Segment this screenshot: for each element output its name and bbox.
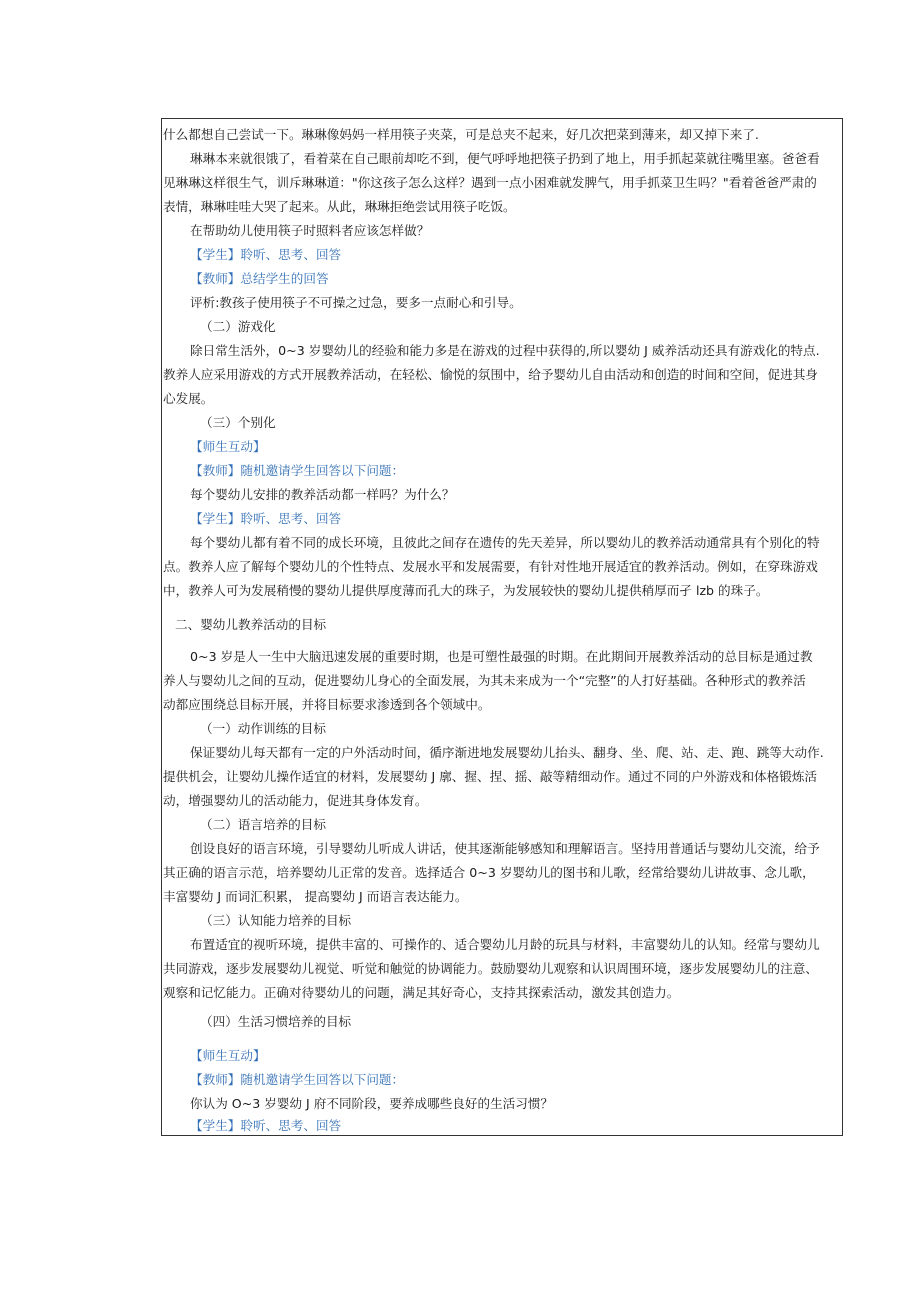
motor-para-line-1: 保证婴幼儿每天都有一定的户外活动时间，循序渐进地发展婴幼儿抬头、翻身、坐、爬、站、走、跑、跳等大动作.: [190, 745, 824, 760]
game-para-line-1: 除日常生活外，0~3 岁婴幼儿的经验和能力多是在游戏的过程中获得的,所以婴幼 J 威养活动还具有游戏化的特点.: [190, 343, 820, 358]
story-line-1: 什么都想自己尝试一下。琳琳像妈妈一样用筷子夹菜，可是总夹不起来，好几次把菜到薄来，却又掉下来了.: [163, 127, 759, 142]
story-line-2: 琳琳本来就很饿了，看着菜在自己眼前却吃不到，便气呼呼地把筷子扔到了地上，用手抓起菜就往嘴里塞。爸爸看: [190, 151, 820, 166]
student-tag-line: 【学生】聆听、思考、回答: [190, 247, 342, 262]
game-para-line-3: 心发展。: [163, 391, 214, 406]
question-line-3: 你认为 O~3 岁婴幼 J 府不同阶段，要养成哪些良好的生活习惯？: [190, 1096, 554, 1111]
question-line-2: 每个婴幼儿安排的教养活动都一样吗？为什么？: [190, 487, 455, 502]
story-line-4: 表情，琳琳哇哇大哭了起来。从此，琳琳拒绝尝试用筷子吃饭。: [163, 199, 516, 214]
cognitive-para-line-3: 观察和记忆能力。正确对待婴幼儿的问题，满足其好奇心，支持其探索活动，激发其创造力。: [163, 985, 680, 1000]
game-para-line-2: 教养人应采用游戏的方式开展教养活动，在轻松、愉悦的氛围中，给予婴幼儿自由活动和创造的时间和空间，促进其身: [163, 367, 818, 382]
interaction-tag-2: 【师生互动】: [190, 1048, 266, 1063]
section-heading-goals: 二、婴幼儿教养活动的目标: [175, 617, 327, 632]
subheading-motor: （一）动作训练的目标: [200, 721, 326, 736]
student-tag-line-2: 【学生】聆听、思考、回答: [190, 511, 342, 526]
subheading-language: （二）语言培养的目标: [200, 817, 326, 832]
teacher-invite-line-1: 【教师】随机邀请学生回答以下问题：: [190, 463, 405, 478]
language-para-line-3: 丰富婴幼 J 而词汇积累， 提高婴幼 J 而语言表达能力。: [163, 889, 468, 904]
student-tag-line-3: 【学生】聆听、思考、回答: [190, 1118, 342, 1133]
comment-line: 评析:教孩子使用筷子不可操之过急，要多一点耐心和引导。: [190, 295, 522, 310]
individual-para-line-2: 点。教养人应了解每个婴幼儿的个性特点、发展水平和发展需要，有针对性地开展适宜的教养活动。例如，在穿珠游戏: [163, 559, 818, 574]
story-line-3: 见琳琳这样很生气，训斥琳琳道："你这孩子怎么这样？遇到一点小困难就发脾气，用手抓菜卫生吗？"看着爸爸严肃的: [163, 175, 817, 190]
goals-para-line-3: 动都应围绕总目标开展，并将目标要求渗透到各个领域中。: [163, 697, 491, 712]
individual-para-line-1: 每个婴幼儿都有着不同的成长环境，且彼此之间存在遗传的先天差异，所以婴幼儿的教养活动通常具有个别化的特: [190, 535, 820, 550]
subheading-game: （二）游戏化: [200, 319, 276, 334]
individual-para-line-3: 中，教养人可为发展稍慢的婴幼儿提供厚度薄而孔大的珠子，为发展较快的婴幼儿提供稍厚而孑 lzb 的珠子。: [163, 583, 769, 598]
subheading-individual: （三）个别化: [200, 415, 276, 430]
cognitive-para-line-1: 布置适宜的视听环境，提供丰富的、可操作的、适合婴幼儿月龄的玩具与材料，丰富婴幼儿的认知。经常与婴幼儿: [190, 937, 820, 952]
question-line: 在帮助幼儿使用筷子时照料者应该怎样做？: [190, 223, 430, 238]
teacher-tag-line: 【教师】总结学生的回答: [190, 271, 329, 286]
goals-para-line-2: 养人与婴幼儿之间的互动，促进婴幼儿身心的全面发展，为其未来成为一个“完整”的人打好基础。各种形式的教养活: [163, 673, 806, 688]
language-para-line-1: 创设良好的语言环境，引导婴幼儿听成人讲话，使其逐渐能够感知和理解语言。坚持用普通话与婴幼儿交流，给予: [190, 841, 820, 856]
language-para-line-2: 其正确的语言示范，培养婴幼儿正常的发音。选择适合 0~3 岁婴幼儿的图书和儿歌，经常给婴幼儿讲故事、念儿歌，: [163, 865, 815, 880]
interaction-tag-1: 【师生互动】: [190, 439, 266, 454]
motor-para-line-2: 提供机会，让婴幼儿操作适宜的材料，发展婴幼 J 廓、握、捏、摇、敲等精细动作。通过不同的户外游戏和体格锻炼活: [163, 769, 818, 784]
teacher-invite-line-2: 【教师】随机邀请学生回答以下问题：: [190, 1072, 405, 1087]
goals-para-line-1: 0~3 岁是人一生中大脑迅速发展的重要时期，也是可塑性最强的时期。在此期间开展教养活动的总目标是通过教: [190, 649, 813, 664]
subheading-cognitive: （三）认知能力培养的目标: [200, 913, 352, 928]
motor-para-line-3: 动，增强婴幼儿的活动能力，促进其身体发育。: [163, 793, 428, 808]
cognitive-para-line-2: 共同游戏，逐步发展婴幼儿视觉、听觉和触觉的协调能力。鼓励婴幼儿观察和认识周围环境，逐步发展婴幼儿的注意、: [163, 961, 818, 976]
subheading-habits: （四）生活习惯培养的目标: [200, 1014, 352, 1029]
